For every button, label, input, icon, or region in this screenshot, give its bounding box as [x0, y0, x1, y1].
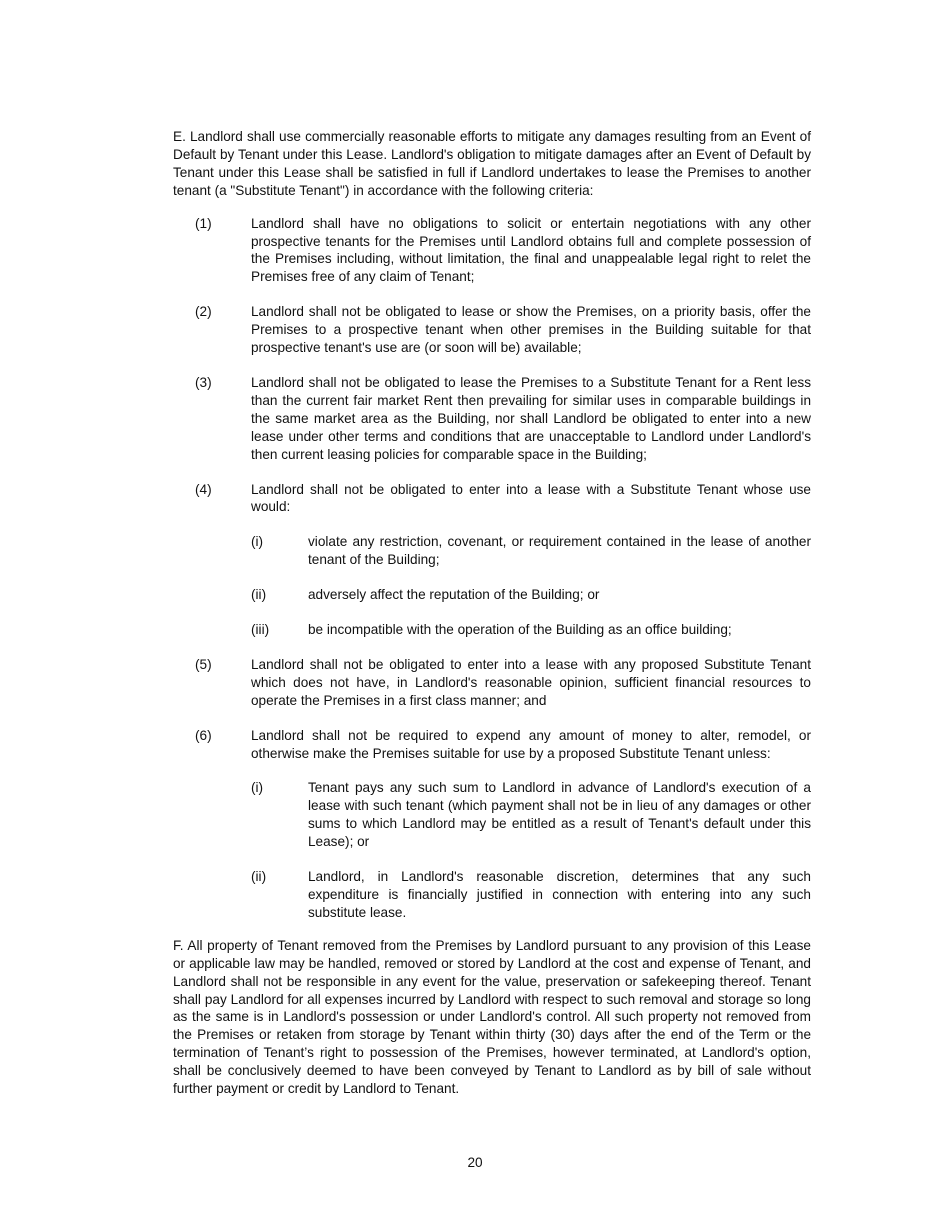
- sub-item-6-i: [173, 779, 811, 851]
- section-e-paragraph: E. Landlord shall use commercially reasonable efforts to mitigate any damages resulting from an Event of Default by Tenant under this Lease. Landlord's obligation to mitigate damages after an Event of Default by Tenant under this Lease shall be satisfied in full if Landlord undertakes to lease the Premises to another tenant (a "Substitute Tenant") in accordance with the following criteria:: [173, 129, 811, 198]
- page-number: 20: [467, 1155, 483, 1170]
- sub-item-4-ii: [173, 586, 811, 604]
- sub-item-text: Tenant pays any such sum to Landlord in advance of Landlord's execution of a lease with such tenant (which payment shall not be in lieu of any damages or other sums to which Landlord may be entitled as a result of Tenant's default under this Lease); or: [308, 780, 811, 850]
- item-number: (1): [195, 215, 212, 231]
- list-item-3: [173, 374, 811, 464]
- list-item-6: [173, 727, 811, 763]
- item-text: Landlord shall not be obligated to lease the Premises to a Substitute Tenant for a Rent less than the current fair market Rent then prevailing for similar uses in comparable buildings in the same market area as the Building, nor shall Landlord be obligated to enter into a new lease under other terms and conditions that are unacceptable to Landlord under Landlord's then current leasing policies for comparable space in the Building;: [251, 374, 811, 462]
- document-body: [173, 128, 811, 1113]
- sub-item-number: (ii): [251, 869, 267, 885]
- item-text: Landlord shall have no obligations to solicit or entertain negotiations with any other prospective tenants for the Premises until Landlord obtains full and complete possession of the Premises including, without limitation, the final and unappealable legal right to relet the Premises free of any claim of Tenant;: [251, 215, 811, 285]
- item-number: (5): [195, 656, 212, 672]
- sub-item-number: (iii): [251, 622, 270, 638]
- list-item-4: [173, 481, 811, 517]
- sub-item-text: violate any restriction, covenant, or requirement contained in the lease of another tenant of the Building;: [308, 534, 811, 568]
- sub-item-6-ii: [173, 868, 811, 922]
- item-number: (6): [195, 727, 212, 743]
- sub-item-number: (ii): [251, 587, 267, 603]
- item-number: (4): [195, 481, 212, 497]
- sub-item-text: Landlord, in Landlord's reasonable discretion, determines that any such expenditure is financially justified in connection with entering into any such substitute lease.: [308, 869, 811, 920]
- section-f-paragraph: F. All property of Tenant removed from the Premises by Landlord pursuant to any provision of this Lease or applicable law may be handled, removed or stored by Landlord at the cost and expense of Tenant, and Landlord shall not be responsible in any event for the value, preservation or safekeeping thereof. Tenant shall pay Landlord for all expenses incurred by Landlord with respect to such removal and storage so long as the same is in Landlord's possession or under Landlord's control. All such property not removed from the Premises or retaken from storage by Tenant within thirty (30) days after the end of the Term or the termination of Tenant’s right to possession of the Premises, however terminated, at Landlord's option, shall be conclusively deemed to have been conveyed by Tenant to Landlord as by bill of sale without further payment or credit by Landlord to Tenant.: [173, 937, 811, 1097]
- sub-item-number: (i): [251, 780, 264, 796]
- item-number: (2): [195, 304, 212, 320]
- sub-item-4-i: [173, 533, 811, 569]
- item-text: Landlord shall not be obligated to enter into a lease with any proposed Substitute Tenant which does not have, in Landlord's reasonable opinion, sufficient financial resources to operate the Premises in a first class manner; and: [251, 656, 811, 708]
- sub-item-text: be incompatible with the operation of the Building as an office building;: [308, 622, 732, 638]
- list-item-2: [173, 303, 811, 357]
- item-text: Landlord shall not be obligated to lease or show the Premises, on a priority basis, offer the Premises to a prospective tenant when other premises in the Building suitable for that prospective tenant's use are (or soon will be) available;: [251, 304, 811, 356]
- item-text: Landlord shall not be required to expend any amount of money to alter, remodel, or otherwise make the Premises suitable for use by a proposed Substitute Tenant unless:: [251, 727, 811, 761]
- list-item-1: [173, 215, 811, 287]
- sub-item-number: (i): [251, 534, 264, 550]
- list-item-5: [173, 656, 811, 710]
- item-text: Landlord shall not be obligated to enter into a lease with a Substitute Tenant whose use would:: [251, 481, 811, 515]
- sub-item-text: adversely affect the reputation of the Building; or: [308, 587, 600, 603]
- item-number: (3): [195, 374, 212, 390]
- sub-item-4-iii: [173, 621, 811, 639]
